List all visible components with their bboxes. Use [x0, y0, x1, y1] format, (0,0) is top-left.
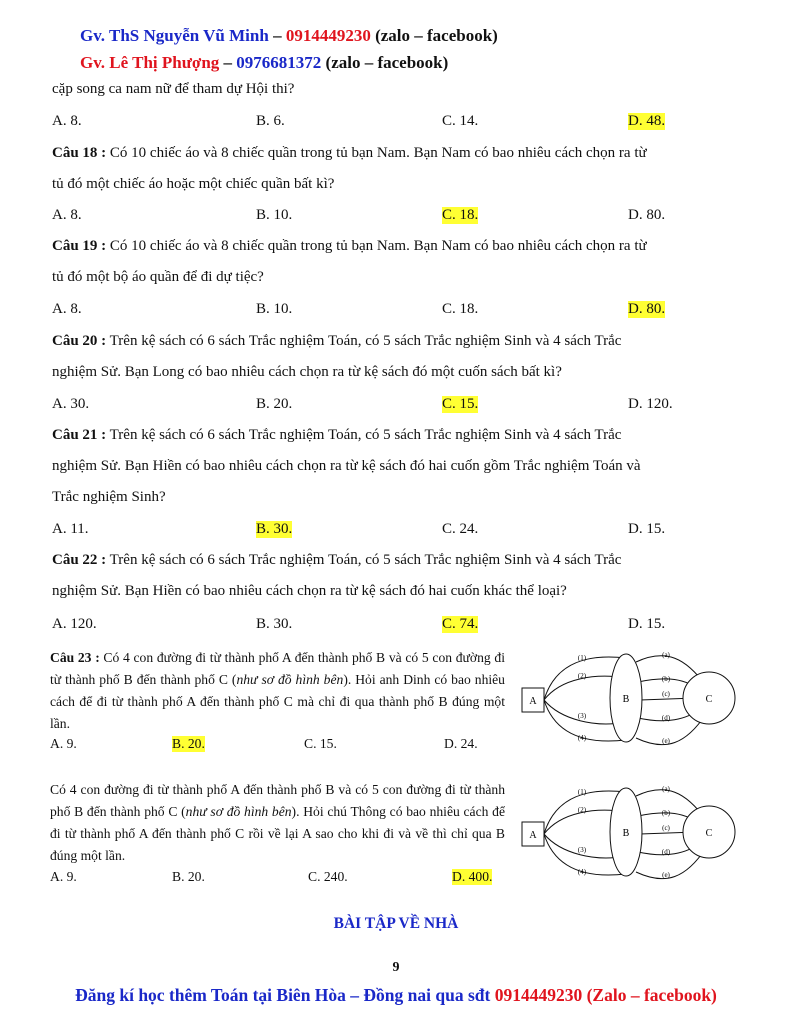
page-number: 9	[392, 960, 400, 975]
road2-label-2: (2)	[577, 806, 587, 814]
q23-text-a: Có 4 con đường đi từ thành phố A đến thành phố B và có 5 con đường đi từ thành phố B đến thành phố C (	[50, 650, 505, 687]
q19-text-2: tủ đó một bộ áo quần để đi dự tiệc?	[52, 269, 264, 285]
road2-label-b: (b)	[661, 809, 671, 817]
q21-option-d: D. 15.	[628, 521, 666, 537]
q20-option-b: B. 20.	[256, 396, 293, 412]
question-19	[52, 238, 647, 255]
q18-option-c-answer: C. 18.	[442, 207, 479, 223]
q24-option-a: A. 9.	[50, 869, 77, 884]
q19-option-d-answer: D. 80.	[628, 301, 666, 317]
header-social-1: (zalo – facebook)	[370, 26, 498, 45]
footer-phone: 0914449230 (Zalo – facebook)	[494, 985, 717, 1005]
q21-option-b-answer: B. 30.	[256, 521, 293, 537]
q23-option-a: A. 9.	[50, 736, 77, 751]
q23-label: Câu 23 :	[50, 650, 100, 665]
road2-label-d: (d)	[661, 848, 671, 856]
road2-label-c: (c)	[662, 824, 670, 832]
node-a-label: A	[529, 696, 537, 707]
road2-label-3: (3)	[577, 846, 587, 854]
question-24	[50, 779, 505, 867]
q20-text-1: Trên kệ sách có 6 sách Trắc nghiệm Toán, có 5 sách Trắc nghiệm Sinh và 4 sách Trắc	[106, 333, 622, 349]
q20-option-c-answer: C. 15.	[442, 396, 479, 412]
q18-text-2: tủ đó một chiếc áo hoặc một chiếc quần bất kì?	[52, 176, 335, 192]
q24-option-c: C. 240.	[308, 869, 348, 884]
teacher-phone-1: 0914449230	[285, 26, 371, 45]
header-line-2	[80, 53, 448, 73]
q17-option-b: B. 6.	[256, 113, 285, 129]
road2-label-1: (1)	[577, 788, 587, 796]
q23-italic: như sơ đồ hình bên	[236, 672, 344, 687]
q22-option-b: B. 30.	[256, 616, 293, 632]
q21-text-1: Trên kệ sách có 6 sách Trắc nghiệm Toán, có 5 sách Trắc nghiệm Sinh và 4 sách Trắc	[106, 427, 622, 443]
q17-option-d-answer: D. 48.	[628, 113, 666, 129]
q18-option-a: A. 8.	[52, 207, 82, 223]
road-label-b: (b)	[661, 675, 671, 683]
teacher-name-1: Gv. ThS Nguyễn Vũ Minh	[80, 26, 269, 45]
q21-label: Câu 21 :	[52, 427, 107, 443]
q20-option-a: A. 30.	[52, 396, 90, 412]
node-b-label: B	[622, 694, 630, 705]
q21-text-2: nghiệm Sử. Bạn Hiền có bao nhiêu cách chọn ra từ kệ sách đó hai cuốn gồm Trắc nghiệm Toán và	[52, 458, 641, 474]
road-diagram-2	[516, 782, 742, 882]
q22-option-a: A. 120.	[52, 616, 97, 632]
q24-text-a: Có 4 con đường đi từ thành phố A đến thành phố B và có 5 con đường đi từ thành phố B đến thành phố C (	[50, 782, 505, 819]
question-22	[52, 552, 621, 569]
q17-option-a: A. 8.	[52, 113, 82, 129]
road-label-2: (2)	[577, 672, 587, 680]
node2-b-label: B	[622, 828, 630, 839]
header-dash-1: –	[268, 26, 286, 45]
q18-option-b: B. 10.	[256, 207, 293, 223]
q23-text-b: ). Hỏi anh Dinh có bao nhiêu cách để đi từ thành phố A đến thành phố C mà chỉ đi qua thành phố B đúng một lần.	[50, 672, 505, 731]
q21-option-c: C. 24.	[442, 521, 479, 537]
question-20	[52, 333, 621, 350]
q17-option-c: C. 14.	[442, 113, 479, 129]
q19-option-c: C. 18.	[442, 301, 479, 317]
q22-text-1: Trên kệ sách có 6 sách Trắc nghiệm Toán, có 5 sách Trắc nghiệm Sinh và 4 sách Trắc	[106, 552, 622, 568]
question-17-continuation: cặp song ca nam nữ để tham dự Hội thi?	[52, 81, 295, 97]
road-label-e: (e)	[662, 737, 670, 745]
question-21	[52, 427, 621, 444]
header-social-2: (zalo – facebook)	[321, 53, 449, 72]
road-label-d: (d)	[661, 714, 671, 722]
road2-label-e: (e)	[662, 871, 670, 879]
road-label-1: (1)	[577, 654, 587, 662]
road2-label-a: (a)	[662, 785, 670, 793]
node2-c-label: C	[705, 828, 713, 839]
q22-option-c-answer: C. 74.	[442, 616, 479, 632]
road-label-a: (a)	[662, 651, 670, 659]
q24-option-b: B. 20.	[172, 869, 205, 884]
road-diagram-1	[516, 648, 742, 748]
footer	[0, 985, 792, 1006]
q22-label: Câu 22 :	[52, 552, 107, 568]
homework-title: BÀI TẬP VỀ NHÀ	[333, 915, 459, 932]
q20-label: Câu 20 :	[52, 333, 107, 349]
q19-label: Câu 19 :	[52, 238, 107, 254]
question-23	[50, 647, 505, 735]
question-18	[52, 145, 647, 162]
q22-option-d: D. 15.	[628, 616, 666, 632]
q20-option-d: D. 120.	[628, 396, 673, 412]
q24-text-b: ). Hỏi chú Thông có bao nhiêu cách để đi từ thành phố A đến thành phố C rồi về lại A sao cho khi đi và về thì chỉ qua B đúng một lần.	[50, 804, 505, 863]
node2-a-label: A	[529, 830, 537, 841]
road-label-4: (4)	[577, 734, 587, 742]
q23-option-b-answer: B. 20.	[172, 736, 205, 751]
q24-italic: như sơ đồ hình bên	[185, 804, 292, 819]
header-line-1	[80, 26, 498, 46]
q24-option-d-answer: D. 400.	[452, 869, 493, 884]
teacher-phone-2: 0976681372	[236, 53, 322, 72]
q19-option-a: A. 8.	[52, 301, 82, 317]
road-label-c: (c)	[662, 690, 670, 698]
q18-text-1: Có 10 chiếc áo và 8 chiếc quần trong tủ bạn Nam. Bạn Nam có bao nhiêu cách chọn ra từ	[106, 145, 647, 161]
teacher-name-2: Gv. Lê Thị Phượng	[80, 53, 220, 72]
road-label-3: (3)	[577, 712, 587, 720]
q18-label: Câu 18 :	[52, 145, 107, 161]
q23-option-d: D. 24.	[444, 736, 478, 751]
q21-text-3: Trắc nghiệm Sinh?	[52, 489, 166, 505]
q21-option-a: A. 11.	[52, 521, 89, 537]
header-dash-2: –	[219, 53, 237, 72]
q20-text-2: nghiệm Sử. Bạn Long có bao nhiêu cách chọn ra từ kệ sách đó một cuốn sách bất kì?	[52, 364, 562, 380]
q23-option-c: C. 15.	[304, 736, 337, 751]
q19-option-b: B. 10.	[256, 301, 293, 317]
q18-option-d: D. 80.	[628, 207, 666, 223]
road2-label-4: (4)	[577, 868, 587, 876]
q22-text-2: nghiệm Sử. Bạn Hiền có bao nhiêu cách chọn ra từ kệ sách đó hai cuốn khác thể loại?	[52, 583, 567, 599]
node-c-label: C	[705, 694, 713, 705]
q19-text-1: Có 10 chiếc áo và 8 chiếc quần trong tủ bạn Nam. Bạn Nam có bao nhiêu cách chọn ra từ	[106, 238, 647, 254]
footer-text: Đăng kí học thêm Toán tại Biên Hòa – Đồng nai qua sđt	[75, 985, 495, 1005]
